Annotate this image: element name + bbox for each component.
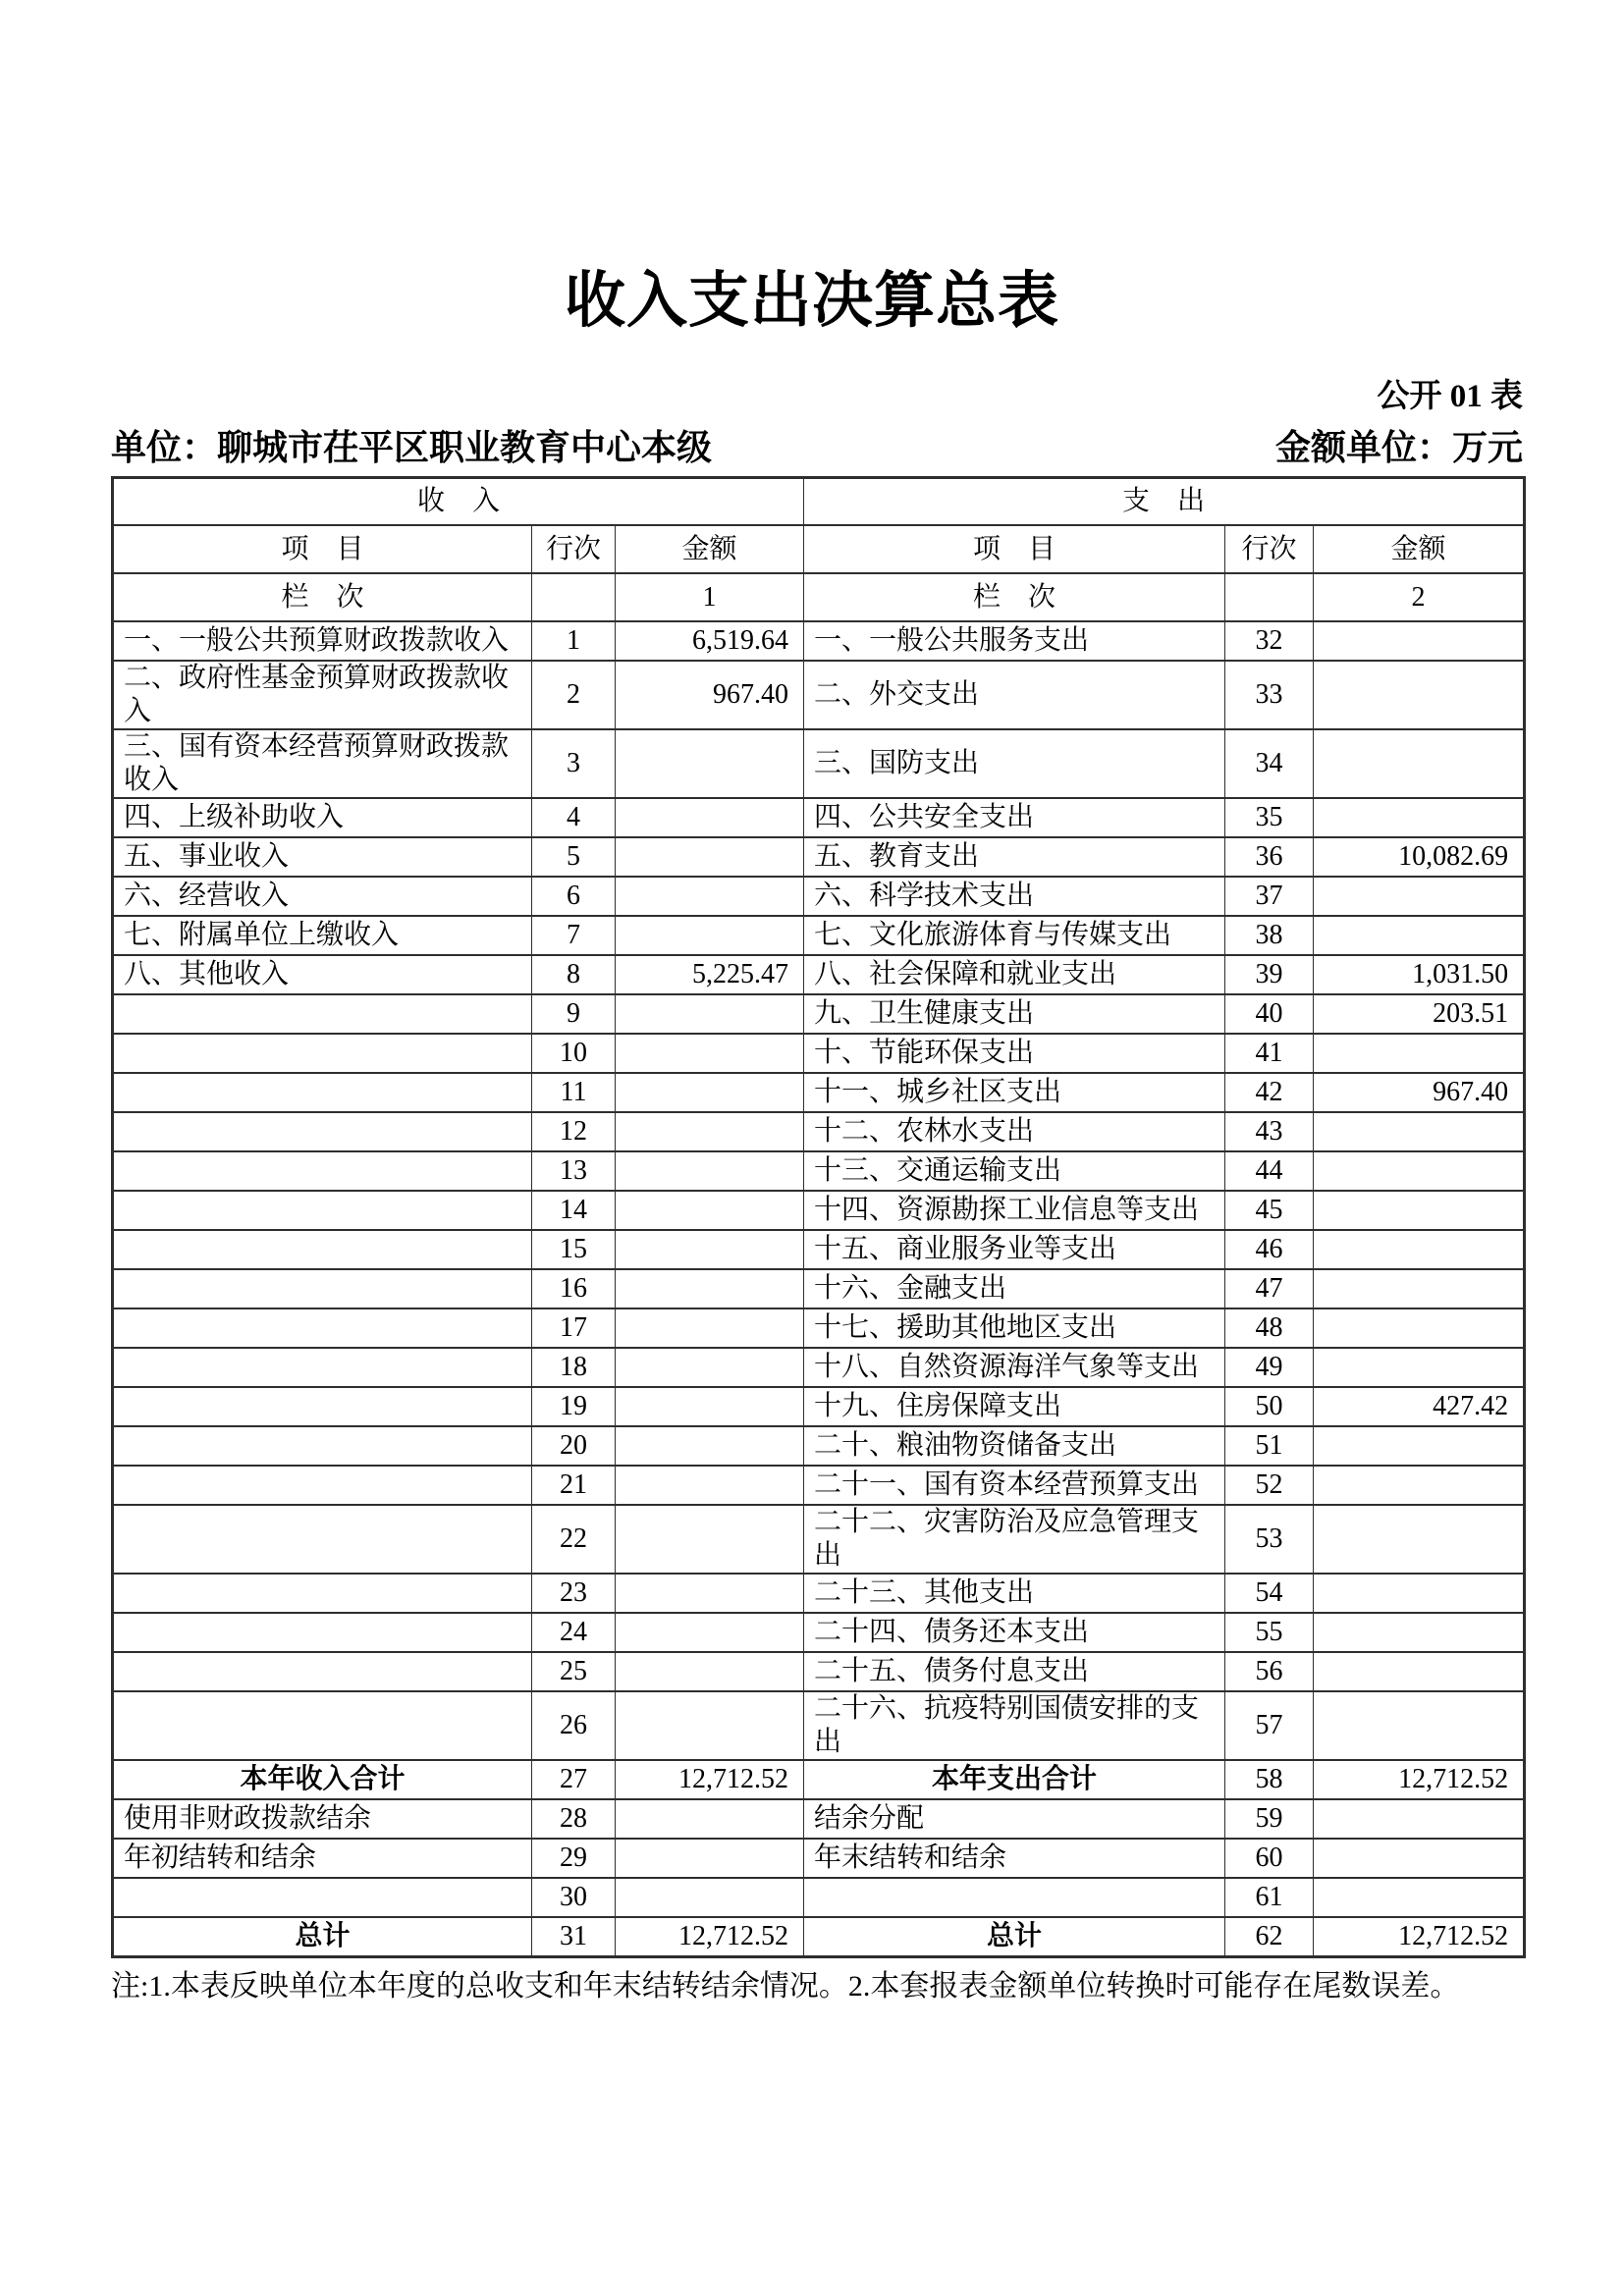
expense-amount-cell (1314, 1466, 1525, 1505)
income-line-cell: 24 (532, 1613, 616, 1652)
income-item-cell: 年初结转和结余 (113, 1839, 532, 1878)
income-amount-cell (616, 729, 804, 798)
expense-line-cell: 51 (1225, 1426, 1314, 1466)
expense-item-cell: 年末结转和结余 (804, 1839, 1225, 1878)
income-amount-cell (616, 994, 804, 1034)
income-amount-cell (616, 1348, 804, 1387)
income-line-cell: 13 (532, 1151, 616, 1191)
income-item-cell (113, 1073, 532, 1112)
table-row (113, 1652, 1525, 1691)
expense-amount-cell (1314, 916, 1525, 955)
table-row (113, 1348, 1525, 1387)
table-row (113, 1799, 1525, 1839)
section-header-row (113, 478, 1525, 526)
income-item-cell: 三、国有资本经营预算财政拨款收入 (113, 729, 532, 798)
expense-item-cell: 七、文化旅游体育与传媒支出 (804, 916, 1225, 955)
income-amount-cell (616, 1652, 804, 1691)
expense-line-cell: 58 (1225, 1760, 1314, 1799)
table-row (113, 1308, 1525, 1348)
income-line-cell: 12 (532, 1112, 616, 1151)
income-line-cell: 20 (532, 1426, 616, 1466)
expense-section-header: 支 出 (804, 478, 1525, 526)
expense-line-cell: 56 (1225, 1652, 1314, 1691)
income-item-cell: 四、上级补助收入 (113, 798, 532, 837)
income-line-cell: 19 (532, 1387, 616, 1426)
income-line-cell: 16 (532, 1269, 616, 1308)
table-row (113, 1760, 1525, 1799)
expense-amount-cell (1314, 1652, 1525, 1691)
expense-item-cell: 二、外交支出 (804, 661, 1225, 729)
table-row (113, 661, 1525, 729)
income-amount-cell: 12,712.52 (616, 1760, 804, 1799)
income-amount-cell (616, 1613, 804, 1652)
table-row (113, 877, 1525, 916)
income-amount-cell: 12,712.52 (616, 1917, 804, 1956)
income-column-number: 1 (616, 573, 804, 621)
expense-amount-cell (1314, 1112, 1525, 1151)
expense-amount-cell (1314, 1034, 1525, 1073)
expense-amount-cell: 12,712.52 (1314, 1917, 1525, 1956)
expense-amount-cell (1314, 1799, 1525, 1839)
table-row (113, 916, 1525, 955)
income-item-cell (113, 1691, 532, 1760)
income-amount-cell (616, 1034, 804, 1073)
expense-item-cell: 五、教育支出 (804, 837, 1225, 877)
table-row (113, 1839, 1525, 1878)
income-amount-cell (616, 916, 804, 955)
income-amount-cell (616, 1151, 804, 1191)
income-item-cell: 八、其他收入 (113, 955, 532, 994)
expense-line-cell: 52 (1225, 1466, 1314, 1505)
income-item-cell: 总计 (113, 1917, 532, 1956)
income-line-cell: 31 (532, 1917, 616, 1956)
expense-line-cell: 45 (1225, 1191, 1314, 1230)
income-amount-cell (616, 1691, 804, 1760)
expense-item-cell: 二十六、抗疫特别国债安排的支出 (804, 1691, 1225, 1760)
expense-item-cell: 十三、交通运输支出 (804, 1151, 1225, 1191)
income-amount-cell (616, 1308, 804, 1348)
expense-amount-cell (1314, 1613, 1525, 1652)
expense-amount-cell (1314, 1269, 1525, 1308)
expense-item-cell: 结余分配 (804, 1799, 1225, 1839)
income-item-cell (113, 1652, 532, 1691)
expense-amount-cell (1314, 621, 1525, 661)
expense-amount-cell (1314, 1878, 1525, 1917)
footnote: 注:1.本表反映单位本年度的总收支和年末结转结余情况。2.本套报表金额单位转换时可能存在尾数误差。 (111, 1969, 1460, 2002)
income-item-cell: 一、一般公共预算财政拨款收入 (113, 621, 532, 661)
expense-item-cell: 十九、住房保障支出 (804, 1387, 1225, 1426)
expense-amount-cell: 203.51 (1314, 994, 1525, 1034)
table-row (113, 1505, 1525, 1574)
income-amount-cell (616, 1387, 804, 1426)
income-item-cell (113, 1348, 532, 1387)
table-row (113, 729, 1525, 798)
income-line-cell: 3 (532, 729, 616, 798)
income-item-cell: 二、政府性基金预算财政拨款收入 (113, 661, 532, 729)
income-line-cell: 25 (532, 1652, 616, 1691)
expense-line-cell: 62 (1225, 1917, 1314, 1956)
income-line-cell: 6 (532, 877, 616, 916)
expense-item-cell: 八、社会保障和就业支出 (804, 955, 1225, 994)
income-item-cell (113, 1112, 532, 1151)
income-item-cell (113, 1574, 532, 1613)
expense-line-cell: 32 (1225, 621, 1314, 661)
expense-line-cell: 49 (1225, 1348, 1314, 1387)
income-lanci-label: 栏 次 (113, 573, 532, 621)
income-section-header: 收 入 (113, 478, 804, 526)
expense-line-cell: 39 (1225, 955, 1314, 994)
income-line-cell: 18 (532, 1348, 616, 1387)
table-row (113, 1574, 1525, 1613)
income-amount-cell (616, 1466, 804, 1505)
income-line-cell: 26 (532, 1691, 616, 1760)
expense-lanci-blank (1225, 573, 1314, 621)
table-row (113, 1691, 1525, 1760)
income-item-cell (113, 1505, 532, 1574)
income-line-cell: 22 (532, 1505, 616, 1574)
income-line-cell: 14 (532, 1191, 616, 1230)
expense-line-cell: 40 (1225, 994, 1314, 1034)
expense-line-cell: 46 (1225, 1230, 1314, 1269)
unit-label: 单位：聊城市茌平区职业教育中心本级 (111, 428, 713, 468)
expense-line-cell: 36 (1225, 837, 1314, 877)
expense-amount-cell (1314, 1348, 1525, 1387)
table-row (113, 994, 1525, 1034)
expense-item-cell: 二十五、债务付息支出 (804, 1652, 1225, 1691)
table-row (113, 1073, 1525, 1112)
expense-item-cell: 十八、自然资源海洋气象等支出 (804, 1348, 1225, 1387)
income-line-cell: 11 (532, 1073, 616, 1112)
expense-amount-cell: 12,712.52 (1314, 1760, 1525, 1799)
table-row (113, 1230, 1525, 1269)
expense-amount-cell (1314, 1574, 1525, 1613)
income-item-cell (113, 1613, 532, 1652)
expense-item-cell: 总计 (804, 1917, 1225, 1956)
expense-amount-cell: 967.40 (1314, 1073, 1525, 1112)
expense-item-cell: 十、节能环保支出 (804, 1034, 1225, 1073)
income-item-cell: 六、经营收入 (113, 877, 532, 916)
expense-line-cell: 61 (1225, 1878, 1314, 1917)
expense-item-cell: 十一、城乡社区支出 (804, 1073, 1225, 1112)
table-row (113, 1387, 1525, 1426)
expense-line-cell: 48 (1225, 1308, 1314, 1348)
expense-line-cell: 44 (1225, 1151, 1314, 1191)
expense-item-cell: 本年支出合计 (804, 1760, 1225, 1799)
expense-amount-cell (1314, 1505, 1525, 1574)
income-line-cell: 7 (532, 916, 616, 955)
expense-item-cell: 十六、金融支出 (804, 1269, 1225, 1308)
expense-line-cell: 59 (1225, 1799, 1314, 1839)
expense-line-cell: 54 (1225, 1574, 1314, 1613)
income-amount-cell (616, 1191, 804, 1230)
expense-item-cell: 十四、资源勘探工业信息等支出 (804, 1191, 1225, 1230)
summary-table (111, 476, 1526, 1958)
income-line-cell: 23 (532, 1574, 616, 1613)
expense-amount-cell: 10,082.69 (1314, 837, 1525, 877)
expense-amount-cell: 1,031.50 (1314, 955, 1525, 994)
income-amount-cell (616, 1073, 804, 1112)
income-item-cell (113, 1230, 532, 1269)
income-line-cell: 10 (532, 1034, 616, 1073)
expense-line-cell: 42 (1225, 1073, 1314, 1112)
income-item-cell (113, 1151, 532, 1191)
column-number-row (113, 573, 1525, 621)
expense-item-cell: 六、科学技术支出 (804, 877, 1225, 916)
income-amount-cell (616, 877, 804, 916)
expense-amount-cell (1314, 1426, 1525, 1466)
expense-item-cell: 二十、粮油物资储备支出 (804, 1426, 1225, 1466)
income-item-cell (113, 1426, 532, 1466)
income-item-cell: 本年收入合计 (113, 1760, 532, 1799)
expense-line-header: 行次 (1225, 525, 1314, 573)
income-item-header: 项 目 (113, 525, 532, 573)
expense-item-cell: 四、公共安全支出 (804, 798, 1225, 837)
expense-line-cell: 55 (1225, 1613, 1314, 1652)
income-amount-cell (616, 1269, 804, 1308)
expense-lanci-label: 栏 次 (804, 573, 1225, 621)
income-amount-cell (616, 1230, 804, 1269)
income-amount-cell (616, 1839, 804, 1878)
table-row (113, 1426, 1525, 1466)
expense-amount-cell (1314, 1308, 1525, 1348)
income-amount-cell (616, 1426, 804, 1466)
income-item-cell (113, 1387, 532, 1426)
income-item-cell (113, 1034, 532, 1073)
income-item-cell (113, 1191, 532, 1230)
expense-item-cell: 二十二、灾害防治及应急管理支出 (804, 1505, 1225, 1574)
income-item-cell (113, 994, 532, 1034)
table-row (113, 1613, 1525, 1652)
table-row (113, 1878, 1525, 1917)
expense-item-cell: 二十四、债务还本支出 (804, 1613, 1225, 1652)
unit-line (111, 420, 1523, 470)
expense-line-cell: 43 (1225, 1112, 1314, 1151)
expense-line-cell: 38 (1225, 916, 1314, 955)
income-item-cell: 五、事业收入 (113, 837, 532, 877)
income-line-cell: 28 (532, 1799, 616, 1839)
expense-item-cell: 一、一般公共服务支出 (804, 621, 1225, 661)
page-title: 收入支出决算总表 (564, 268, 1059, 335)
table-row (113, 1466, 1525, 1505)
income-item-cell: 使用非财政拨款结余 (113, 1799, 532, 1839)
expense-item-cell: 二十一、国有资本经营预算支出 (804, 1466, 1225, 1505)
income-line-cell: 9 (532, 994, 616, 1034)
expense-amount-cell (1314, 1691, 1525, 1760)
expense-amount-cell (1314, 1230, 1525, 1269)
income-line-cell: 21 (532, 1466, 616, 1505)
expense-item-cell: 十七、援助其他地区支出 (804, 1308, 1225, 1348)
income-line-cell: 17 (532, 1308, 616, 1348)
income-line-cell: 2 (532, 661, 616, 729)
expense-amount-header: 金额 (1314, 525, 1525, 573)
expense-line-cell: 50 (1225, 1387, 1314, 1426)
table-body (113, 478, 1525, 1957)
income-amount-cell (616, 1574, 804, 1613)
income-amount-cell (616, 1112, 804, 1151)
expense-item-header: 项 目 (804, 525, 1225, 573)
income-line-cell: 5 (532, 837, 616, 877)
income-amount-cell (616, 798, 804, 837)
expense-line-cell: 57 (1225, 1691, 1314, 1760)
expense-amount-cell (1314, 1151, 1525, 1191)
expense-line-cell: 41 (1225, 1034, 1314, 1073)
income-line-cell: 1 (532, 621, 616, 661)
table-row (113, 955, 1525, 994)
income-line-cell: 27 (532, 1760, 616, 1799)
expense-amount-cell (1314, 661, 1525, 729)
expense-item-cell: 十二、农林水支出 (804, 1112, 1225, 1151)
income-amount-header: 金额 (616, 525, 804, 573)
table-row (113, 1112, 1525, 1151)
table-row (113, 1151, 1525, 1191)
income-amount-cell (616, 837, 804, 877)
table-row (113, 1034, 1525, 1073)
table-code: 公开 01 表 (1377, 379, 1523, 415)
income-line-cell: 4 (532, 798, 616, 837)
expense-item-cell (804, 1878, 1225, 1917)
amount-unit-label: 金额单位：万元 (1274, 428, 1523, 468)
income-amount-cell (616, 1799, 804, 1839)
income-item-cell (113, 1878, 532, 1917)
income-line-header: 行次 (532, 525, 616, 573)
expense-amount-cell (1314, 877, 1525, 916)
table-row (113, 1917, 1525, 1956)
income-amount-cell: 967.40 (616, 661, 804, 729)
expense-line-cell: 60 (1225, 1839, 1314, 1878)
expense-line-cell: 47 (1225, 1269, 1314, 1308)
expense-item-cell: 九、卫生健康支出 (804, 994, 1225, 1034)
table-row (113, 1269, 1525, 1308)
table-row (113, 621, 1525, 661)
expense-line-cell: 33 (1225, 661, 1314, 729)
income-line-cell: 29 (532, 1839, 616, 1878)
income-item-cell: 七、附属单位上缴收入 (113, 916, 532, 955)
income-item-cell (113, 1269, 532, 1308)
table-row (113, 1191, 1525, 1230)
expense-amount-cell (1314, 798, 1525, 837)
income-item-cell (113, 1466, 532, 1505)
expense-column-number: 2 (1314, 573, 1525, 621)
expense-line-cell: 37 (1225, 877, 1314, 916)
income-item-cell (113, 1308, 532, 1348)
table-row (113, 837, 1525, 877)
income-amount-cell (616, 1505, 804, 1574)
expense-amount-cell (1314, 1839, 1525, 1878)
table-row (113, 798, 1525, 837)
income-line-cell: 30 (532, 1878, 616, 1917)
expense-amount-cell (1314, 1191, 1525, 1230)
income-line-cell: 15 (532, 1230, 616, 1269)
expense-item-cell: 十五、商业服务业等支出 (804, 1230, 1225, 1269)
income-lanci-blank (532, 573, 616, 621)
income-amount-cell (616, 1878, 804, 1917)
expense-line-cell: 35 (1225, 798, 1314, 837)
column-header-row (113, 525, 1525, 573)
income-amount-cell: 6,519.64 (616, 621, 804, 661)
expense-item-cell: 二十三、其他支出 (804, 1574, 1225, 1613)
income-line-cell: 8 (532, 955, 616, 994)
expense-amount-cell (1314, 729, 1525, 798)
expense-amount-cell: 427.42 (1314, 1387, 1525, 1426)
expense-line-cell: 34 (1225, 729, 1314, 798)
expense-line-cell: 53 (1225, 1505, 1314, 1574)
income-amount-cell: 5,225.47 (616, 955, 804, 994)
expense-item-cell: 三、国防支出 (804, 729, 1225, 798)
